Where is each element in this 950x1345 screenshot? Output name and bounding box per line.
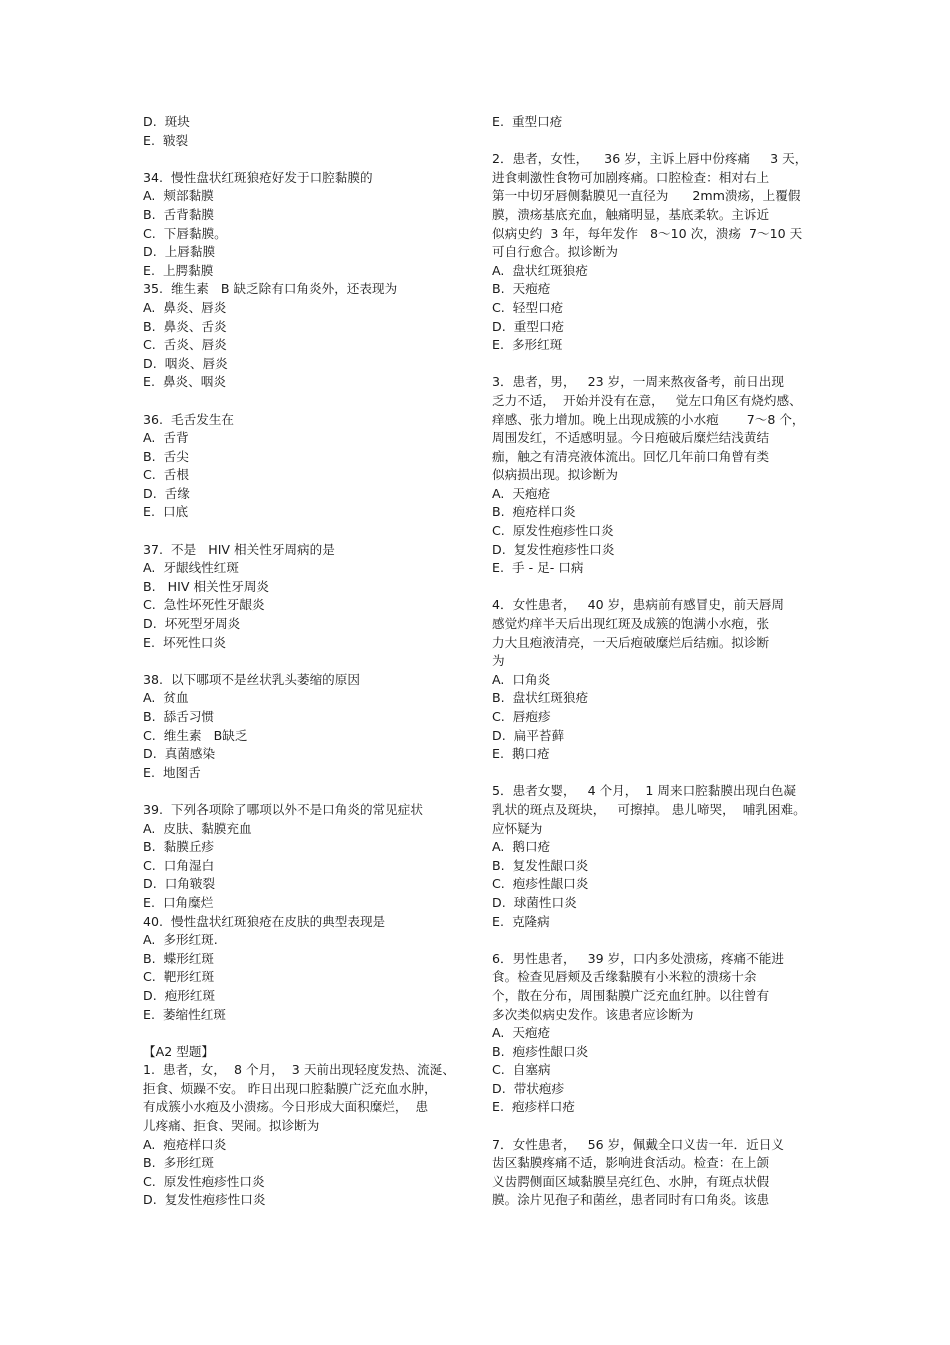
text-line: 6．男性患者， 39 岁，口内多处溃疡，疼痛不能进 (492, 950, 784, 966)
text-line: 似病史约 3 年，每年发作 8～10 次，溃疡 7～10 天 (492, 225, 803, 241)
text-line: 进食刺激性食物可加剧疼痛。口腔检查：相对右上 (492, 169, 770, 185)
text-line: B. 疱疮样口炎 (492, 504, 576, 520)
text-line: 齿区黏膜疼痛不适，影响进食活动。检查：在上颌 (492, 1155, 770, 1171)
text-line: 7．女性患者， 56 岁，佩戴全口义齿一年．近日义 (492, 1136, 784, 1152)
text-line: D. 复发性疱疹性口炎 (143, 1192, 266, 1208)
blank-line (492, 1117, 822, 1136)
text-line: D. 斑块 (143, 114, 190, 129)
text-line: A. 盘状红斑狼疮 (492, 262, 588, 278)
text-line: B. 蝶形红斑 (143, 950, 215, 966)
text-line: D. 上唇黏膜 (143, 244, 216, 260)
left-column (143, 113, 458, 1210)
text-line: D. 扁平苔藓 (492, 727, 565, 743)
text-line: 【A2 型题】 (143, 1043, 215, 1059)
blank-line (492, 764, 822, 783)
text-line: A. 鼻炎、唇炎 (143, 299, 227, 315)
text-line: C. 下唇黏膜。 (143, 225, 227, 241)
text-line: B. 舌背黏膜 (143, 206, 215, 222)
text-line: C. 舌炎、唇炎 (143, 337, 227, 353)
blank-line (143, 1024, 458, 1043)
text-line: E. 萎缩性红斑 (143, 1006, 226, 1022)
text-line: E. 口底 (143, 504, 189, 520)
text-line: C. 急性坏死性牙龈炎 (143, 597, 265, 613)
text-line: B. 多形红斑 (143, 1155, 215, 1171)
text-line: 第一中切牙唇侧黏膜见一直径为 2mm溃疡，上覆假 (492, 188, 801, 204)
text-line: A. 皮肤、黏膜充血 (143, 820, 252, 836)
right-column (492, 113, 822, 1210)
text-line: C. 自塞病 (492, 1062, 551, 1078)
text-line: 儿疼痛、拒食、哭闹。拟诊断为 (143, 1118, 320, 1134)
text-line: E. 鹅口疮 (492, 746, 550, 762)
blank-line (143, 392, 458, 411)
text-line: C. 维生素 B缺乏 (143, 727, 248, 743)
text-line: E. 皲裂 (143, 132, 189, 148)
text-line: C. 靶形红斑 (143, 969, 215, 985)
text-line: 膜，溃疡基底充血，触痛明显，基底柔软。主诉近 (492, 206, 770, 222)
text-line: C. 唇疱疹 (492, 709, 551, 724)
blank-line (143, 150, 458, 169)
text-line: D. 带状疱疹 (492, 1080, 565, 1096)
text-line: 4．女性患者， 40 岁，患病前有感冒史，前天唇周 (492, 597, 784, 613)
text-line: 36. 毛舌发生在 (143, 411, 235, 427)
text-line: 周围发红，不适感明显。今日疱破后糜烂结浅黄结 (492, 430, 770, 446)
text-line: B. HIV 相关性牙周炎 (143, 578, 270, 594)
text-line: A. 舌背 (143, 430, 189, 446)
text-line: C. 疱疹性龈口炎 (492, 876, 589, 892)
blank-line (492, 578, 822, 597)
text-line: 似病损出现。拟诊断为 (492, 467, 618, 483)
text-line: D. 疱形红斑 (143, 987, 216, 1003)
blank-line (492, 355, 822, 374)
text-line: 35. 维生素 B 缺乏除有口角炎外，还表现为 (143, 281, 398, 297)
text-line: E. 克隆病 (492, 913, 550, 929)
text-line: A. 疱疮样口炎 (143, 1136, 227, 1152)
blank-line (492, 132, 822, 151)
text-line: D. 口角皲裂 (143, 876, 216, 892)
text-line: C. 舌根 (143, 467, 189, 483)
text-line: E. 重型口疮 (492, 114, 563, 129)
text-line: 39. 下列各项除了哪项以外不是口角炎的常见症状 (143, 801, 423, 817)
text-line: 1. 患者，女， 8 个月， 3 天前出现轻度发热、流涎、 (143, 1062, 455, 1078)
text-line: B. 舔舌习惯 (143, 709, 215, 724)
text-line: B. 盘状红斑狼疮 (492, 690, 589, 706)
text-line: E. 多形红斑 (492, 337, 563, 353)
text-line: C. 轻型口疮 (492, 299, 564, 315)
text-line: D. 复发性疱疹性口炎 (492, 541, 615, 557)
text-line: C. 口角湿白 (143, 857, 215, 873)
blank-line (143, 782, 458, 801)
text-line: A. 天疱疮 (492, 1025, 551, 1041)
text-line: 应怀疑为 (492, 820, 543, 836)
text-line: E. 地图舌 (143, 764, 201, 780)
text-line: 个，散在分布，周围黏膜广泛充血红肿。以往曾有 (492, 987, 770, 1003)
text-line: A. 牙龈线性红斑 (143, 560, 239, 576)
text-line: A. 多形红斑. (143, 932, 218, 948)
blank-line (492, 931, 822, 950)
text-line: A. 鹅口疮 (492, 839, 551, 855)
text-line: 义齿腭侧面区域黏膜呈亮红色、水肿，有斑点状假 (492, 1173, 770, 1189)
text-line: B. 鼻炎、舌炎 (143, 318, 227, 334)
text-line: 痒感、张力增加。晚上出现成簇的小水疱 7～8 个， (492, 411, 805, 427)
text-line: 40. 慢性盘状红斑狼疮在皮肤的典型表现是 (143, 913, 386, 929)
text-line: D. 坏死型牙周炎 (143, 616, 241, 632)
blank-line (143, 522, 458, 541)
text-line: 34. 慢性盘状红斑狼疮好发于口腔黏膜的 (143, 169, 373, 185)
text-line: D. 重型口疮 (492, 318, 565, 334)
text-line: 乏力不适， 开始并没有在意， 觉左口角区有烧灼感、 (492, 392, 802, 408)
text-line: 感觉灼痒半天后出现红斑及成簇的饱满小水疱，张 (492, 616, 770, 632)
text-line: 2．患者，女性， 36 岁，主诉上唇中份疼痛 3 天， (492, 151, 808, 167)
text-line: B. 疱疹性龈口炎 (492, 1043, 589, 1059)
text-line: B. 复发性龈口炎 (492, 857, 589, 873)
text-line: E. 口角糜烂 (143, 894, 214, 910)
text-line: B. 天疱疮 (492, 281, 551, 297)
text-line: A. 贫血 (143, 690, 189, 706)
text-line: E. 坏死性口炎 (143, 634, 226, 650)
text-line: A. 口角炎 (492, 671, 551, 687)
text-line: 痂，触之有清亮液体流出。回忆几年前口角曾有类 (492, 448, 770, 464)
text-line: 为 (492, 653, 505, 669)
text-line: D. 球菌性口炎 (492, 894, 577, 910)
blank-line (143, 652, 458, 671)
text-line: C. 原发性疱疹性口炎 (143, 1173, 265, 1189)
text-line: 5．患者女婴， 4 个月， 1 周来口腔黏膜出现白色凝 (492, 783, 796, 799)
text-line: 有成簇小水疱及小溃疡。今日形成大面积糜烂， 患 (143, 1099, 429, 1115)
text-line: 3．患者，男， 23 岁，一周来熬夜备考，前日出现 (492, 374, 784, 390)
text-line: D. 真菌感染 (143, 746, 216, 762)
text-line: 乳状的斑点及斑块， 可擦掉。 患儿啼哭， 哺乳困难。 (492, 801, 806, 817)
text-line: D. 咽炎、唇炎 (143, 355, 228, 371)
text-line: 拒食、烦躁不安。 昨日出现口腔黏膜广泛充血水肿， (143, 1080, 437, 1096)
text-line: E. 疱疹样口疮 (492, 1099, 575, 1115)
text-line: 食。检查见唇颊及舌缘黏膜有小米粒的溃疡十余 (492, 969, 757, 985)
text-line: 力大且疱液清亮，一天后疱破糜烂后结痂。拟诊断 (492, 634, 770, 650)
text-line: A. 天疱疮 (492, 485, 551, 501)
text-line: E. 手 - 足- 口病 (492, 560, 584, 576)
text-line: A. 颊部黏膜 (143, 188, 214, 204)
text-line: E. 鼻炎、咽炎 (143, 374, 226, 390)
text-line: 膜。涂片见孢子和菌丝，患者同时有口角炎。该患 (492, 1192, 770, 1208)
text-line: D. 舌缘 (143, 485, 190, 501)
text-line: B. 舌尖 (143, 448, 189, 464)
text-line: E. 上腭黏膜 (143, 262, 214, 278)
text-line: 38. 以下哪项不是丝状乳头萎缩的原因 (143, 671, 360, 687)
text-line: 37. 不是 HIV 相关性牙周病的是 (143, 541, 335, 557)
text-line: 多次类似病史发作。该患者应诊断为 (492, 1006, 694, 1022)
text-line: 可自行愈合。拟诊断为 (492, 244, 618, 260)
text-line: C. 原发性疱疹性口炎 (492, 523, 614, 539)
text-line: B. 黏膜丘疹 (143, 839, 215, 855)
